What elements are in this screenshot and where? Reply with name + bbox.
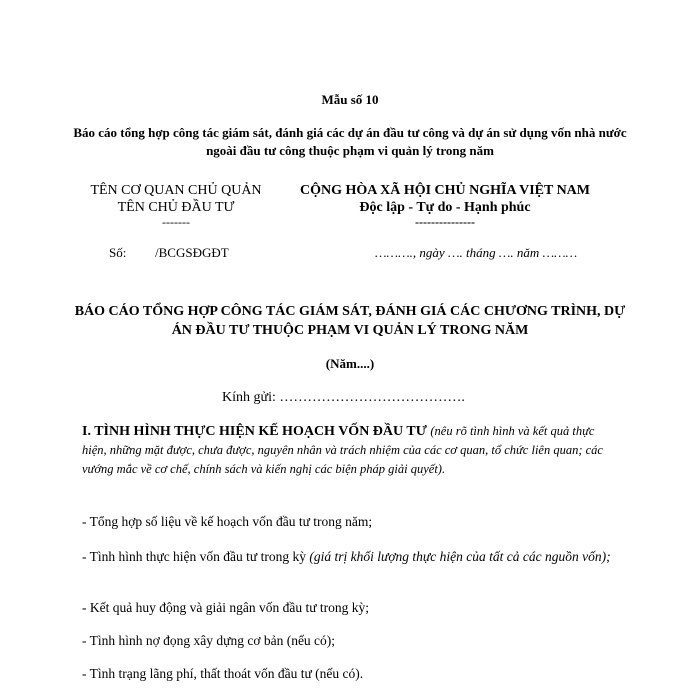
- list-item: [82, 664, 612, 683]
- agency-header: [72, 182, 280, 228]
- agency-name: TÊN CƠ QUAN CHỦ QUẢN: [90, 183, 262, 198]
- section-one-note: (nêu rõ tình hình và kết quả thực hiện, những mặt được, chưa được, nguyên nhân và trách nhiệm của các cơ quan, tổ chức liên quan; các vướng mắc về cơ chế, chính sách và kiến nghị các biện pháp giải quyết).: [82, 424, 603, 476]
- recipient-line: Kính gửi: ………………………………….: [222, 390, 465, 405]
- investor-name: TÊN CHỦ ĐẦU TƯ: [117, 200, 235, 215]
- main-title: BÁO CÁO TỔNG HỢP CÔNG TÁC GIÁM SÁT, ĐÁNH GIÁ CÁC CHƯƠNG TRÌNH, DỰ ÁN ĐẦU TƯ THUỘC PHẠM VI QUẢN LÝ TRONG NĂM: [74, 304, 626, 338]
- list-item-text: - Tổng hợp số liệu về kế hoạch vốn đầu tư trong năm;: [82, 514, 373, 529]
- report-subtitle: Báo cáo tổng hợp công tác giám sát, đánh giá các dự án đầu tư công và dự án sử dụng vốn nhà nước ngoài đầu tư công thuộc phạm vi quản lý trong năm: [73, 125, 627, 158]
- nation-name: CỘNG HÒA XÃ HỘI CHỦ NGHĨA VIỆT NAM: [299, 183, 590, 198]
- place-date: ………., ngày …. tháng …. năm ………: [375, 245, 578, 260]
- list-item: [82, 598, 612, 617]
- form-number: Mẫu số 10: [321, 92, 379, 107]
- list-item-note: (giá trị khối lượng thực hiện của tất cả các nguồn vốn);: [309, 549, 611, 564]
- doc-number-code: /BCGSĐGĐT: [155, 245, 229, 260]
- section-one: [82, 422, 612, 479]
- year-line: (Năm....): [325, 356, 375, 371]
- agency-divider: -------: [162, 215, 190, 229]
- list-item: [82, 512, 612, 531]
- list-item-text: - Tình trạng lãng phí, thất thoát vốn đầu tư (nếu có).: [82, 666, 364, 681]
- list-item: [82, 631, 612, 650]
- nation-motto: Độc lập - Tự do - Hạnh phúc: [359, 200, 531, 215]
- list-item-text: - Tình hình nợ đọng xây dựng cơ bản (nếu có);: [82, 633, 336, 648]
- list-item: [82, 547, 612, 566]
- section-one-heading: I. TÌNH HÌNH THỰC HIỆN KẾ HOẠCH VỐN ĐẦU TƯ: [82, 424, 427, 439]
- doc-number-label: Số:: [109, 245, 127, 260]
- list-item-text: - Kết quả huy động và giải ngân vốn đầu tư trong kỳ;: [82, 600, 370, 615]
- list-item-text: - Tình hình thực hiện vốn đầu tư trong kỳ: [82, 549, 306, 564]
- nation-divider: ---------------: [415, 215, 475, 229]
- national-header: [290, 182, 600, 228]
